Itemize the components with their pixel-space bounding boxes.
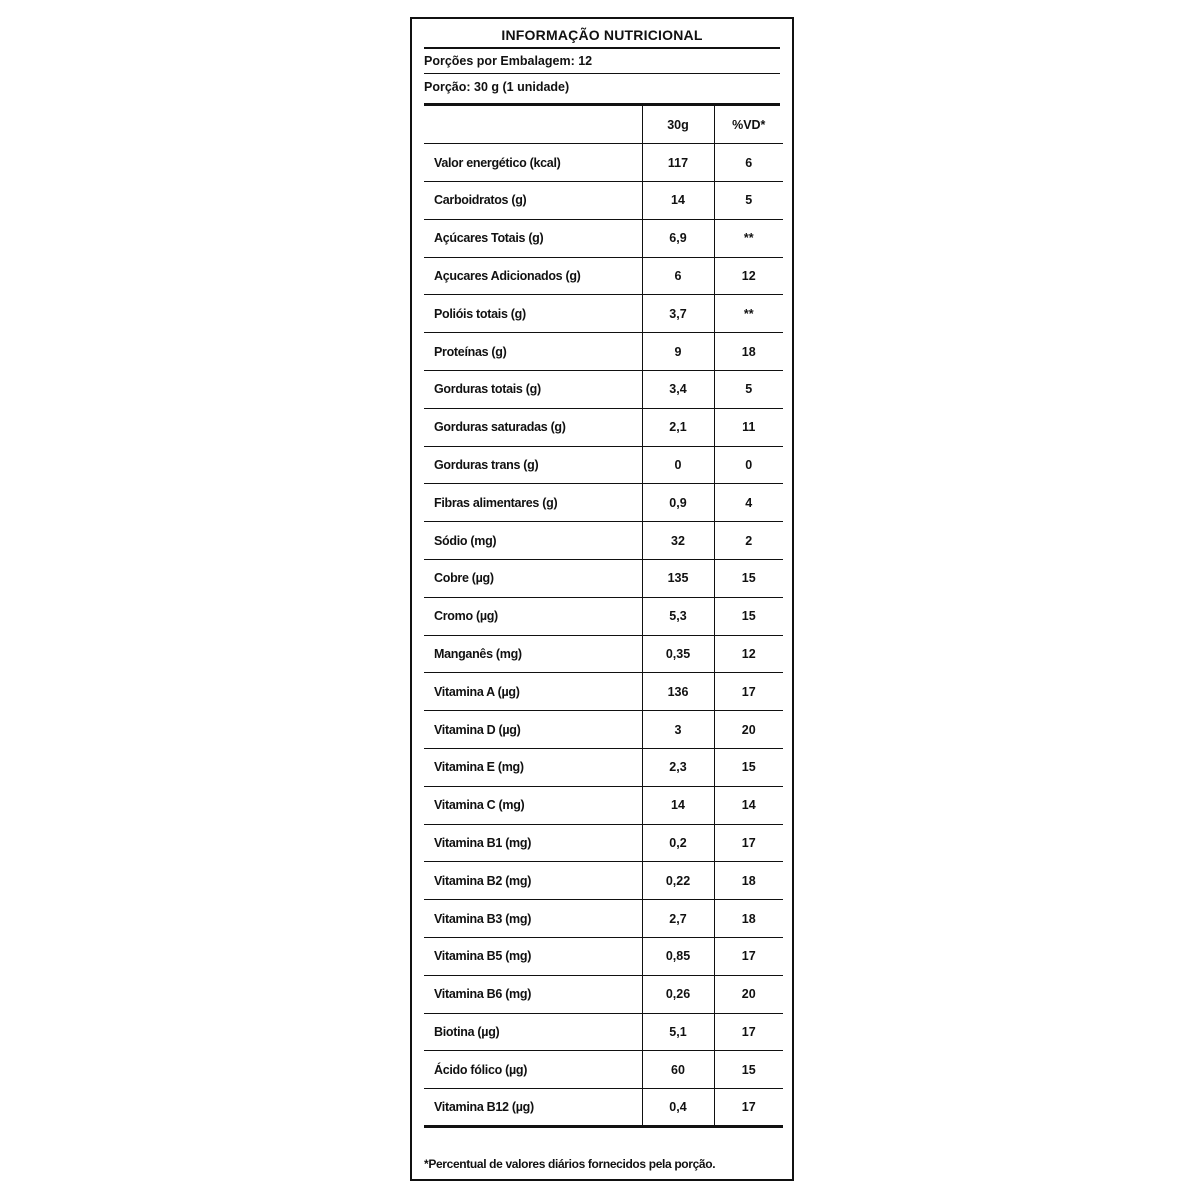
table-row — [424, 711, 783, 749]
nutrient-daily-value: 17 — [714, 824, 783, 862]
table-row — [424, 1013, 783, 1051]
nutrient-daily-value: 4 — [714, 484, 783, 522]
column-header-nutrient — [424, 106, 642, 144]
nutrient-name: Vitamina B1 (mg) — [424, 824, 642, 862]
nutrient-name: Polióis totais (g) — [424, 295, 642, 333]
table-row — [424, 371, 783, 409]
nutrient-name: Vitamina D (µg) — [424, 711, 642, 749]
nutrient-daily-value: 2 — [714, 522, 783, 560]
table-row — [424, 862, 783, 900]
nutrient-daily-value: 20 — [714, 711, 783, 749]
nutrient-daily-value: 17 — [714, 1089, 783, 1127]
nutrient-name: Açúcares Totais (g) — [424, 219, 642, 257]
nutrient-name: Açucares Adicionados (g) — [424, 257, 642, 295]
nutrient-quantity: 5,3 — [642, 597, 714, 635]
nutrient-name: Vitamina E (mg) — [424, 749, 642, 787]
table-row — [424, 975, 783, 1013]
nutrient-quantity: 136 — [642, 673, 714, 711]
nutrient-quantity: 3 — [642, 711, 714, 749]
nutrition-table — [424, 106, 783, 1128]
nutrient-quantity: 60 — [642, 1051, 714, 1089]
nutrient-daily-value: 12 — [714, 257, 783, 295]
nutrient-daily-value: 20 — [714, 975, 783, 1013]
nutrient-quantity: 2,1 — [642, 408, 714, 446]
nutrient-daily-value: 14 — [714, 786, 783, 824]
table-row — [424, 144, 783, 182]
nutrient-quantity: 6,9 — [642, 219, 714, 257]
nutrient-quantity: 14 — [642, 182, 714, 220]
nutrient-daily-value: 17 — [714, 673, 783, 711]
nutrient-name: Gorduras saturadas (g) — [424, 408, 642, 446]
column-header-daily-value: %VD* — [714, 106, 783, 144]
table-row — [424, 219, 783, 257]
nutrient-daily-value: 15 — [714, 1051, 783, 1089]
table-header-row — [424, 106, 783, 144]
nutrient-quantity: 0,22 — [642, 862, 714, 900]
table-row — [424, 408, 783, 446]
table-row — [424, 597, 783, 635]
nutrient-quantity: 0,2 — [642, 824, 714, 862]
nutrient-quantity: 0,35 — [642, 635, 714, 673]
nutrient-daily-value: 0 — [714, 446, 783, 484]
nutrition-rows — [424, 144, 783, 1127]
nutrient-daily-value: 11 — [714, 408, 783, 446]
table-row — [424, 182, 783, 220]
table-row — [424, 295, 783, 333]
table-row — [424, 900, 783, 938]
table-row — [424, 446, 783, 484]
nutrient-quantity: 0,85 — [642, 938, 714, 976]
label-title: INFORMAÇÃO NUTRICIONAL — [424, 23, 780, 49]
column-header-quantity: 30g — [642, 106, 714, 144]
table-row — [424, 257, 783, 295]
nutrient-name: Biotina (µg) — [424, 1013, 642, 1051]
nutrient-daily-value: 18 — [714, 333, 783, 371]
nutrient-name: Cromo (µg) — [424, 597, 642, 635]
nutrient-quantity: 14 — [642, 786, 714, 824]
nutrient-quantity: 135 — [642, 560, 714, 598]
nutrient-name: Vitamina B2 (mg) — [424, 862, 642, 900]
nutrient-name: Gorduras trans (g) — [424, 446, 642, 484]
nutrient-name: Vitamina B3 (mg) — [424, 900, 642, 938]
nutrient-daily-value: 18 — [714, 862, 783, 900]
nutrient-quantity: 2,3 — [642, 749, 714, 787]
nutrition-facts-label — [410, 17, 794, 1181]
daily-value-footnote: *Percentual de valores diários fornecidos pela porção. — [424, 1157, 716, 1171]
nutrient-quantity: 0,26 — [642, 975, 714, 1013]
nutrient-daily-value: 17 — [714, 1013, 783, 1051]
nutrient-daily-value: 15 — [714, 560, 783, 598]
table-row — [424, 938, 783, 976]
table-row — [424, 333, 783, 371]
nutrient-name: Valor energético (kcal) — [424, 144, 642, 182]
nutrient-name: Vitamina B5 (mg) — [424, 938, 642, 976]
nutrient-quantity: 0,4 — [642, 1089, 714, 1127]
portion-size: Porção: 30 g (1 unidade) — [424, 80, 570, 94]
nutrient-name: Ácido fólico (µg) — [424, 1051, 642, 1089]
table-row — [424, 673, 783, 711]
table-row — [424, 1089, 783, 1127]
nutrient-name: Cobre (µg) — [424, 560, 642, 598]
nutrient-daily-value: 18 — [714, 900, 783, 938]
table-row — [424, 749, 783, 787]
nutrient-daily-value: 12 — [714, 635, 783, 673]
nutrient-name: Fibras alimentares (g) — [424, 484, 642, 522]
table-row — [424, 786, 783, 824]
nutrient-name: Vitamina B6 (mg) — [424, 975, 642, 1013]
table-row — [424, 522, 783, 560]
nutrient-name: Vitamina A (µg) — [424, 673, 642, 711]
nutrient-name: Vitamina C (mg) — [424, 786, 642, 824]
table-row — [424, 484, 783, 522]
nutrient-quantity: 3,4 — [642, 371, 714, 409]
nutrient-name: Manganês (mg) — [424, 635, 642, 673]
nutrient-quantity: 3,7 — [642, 295, 714, 333]
nutrient-daily-value: 5 — [714, 371, 783, 409]
nutrient-quantity: 9 — [642, 333, 714, 371]
nutrient-name: Carboidratos (g) — [424, 182, 642, 220]
nutrient-daily-value: 15 — [714, 597, 783, 635]
nutrient-name: Sódio (mg) — [424, 522, 642, 560]
table-row — [424, 824, 783, 862]
nutrient-quantity: 32 — [642, 522, 714, 560]
nutrient-quantity: 0 — [642, 446, 714, 484]
servings-per-package: Porções por Embalagem: 12 — [424, 49, 780, 74]
nutrient-quantity: 117 — [642, 144, 714, 182]
nutrient-quantity: 0,9 — [642, 484, 714, 522]
nutrient-quantity: 5,1 — [642, 1013, 714, 1051]
nutrient-quantity: 6 — [642, 257, 714, 295]
nutrient-daily-value: ** — [714, 219, 783, 257]
nutrient-daily-value: ** — [714, 295, 783, 333]
table-row — [424, 560, 783, 598]
table-row — [424, 1051, 783, 1089]
nutrient-daily-value: 17 — [714, 938, 783, 976]
nutrient-daily-value: 6 — [714, 144, 783, 182]
nutrient-name: Proteínas (g) — [424, 333, 642, 371]
table-row — [424, 635, 783, 673]
nutrient-daily-value: 5 — [714, 182, 783, 220]
nutrient-quantity: 2,7 — [642, 900, 714, 938]
nutrient-name: Vitamina B12 (µg) — [424, 1089, 642, 1127]
nutrient-name: Gorduras totais (g) — [424, 371, 642, 409]
nutrient-daily-value: 15 — [714, 749, 783, 787]
